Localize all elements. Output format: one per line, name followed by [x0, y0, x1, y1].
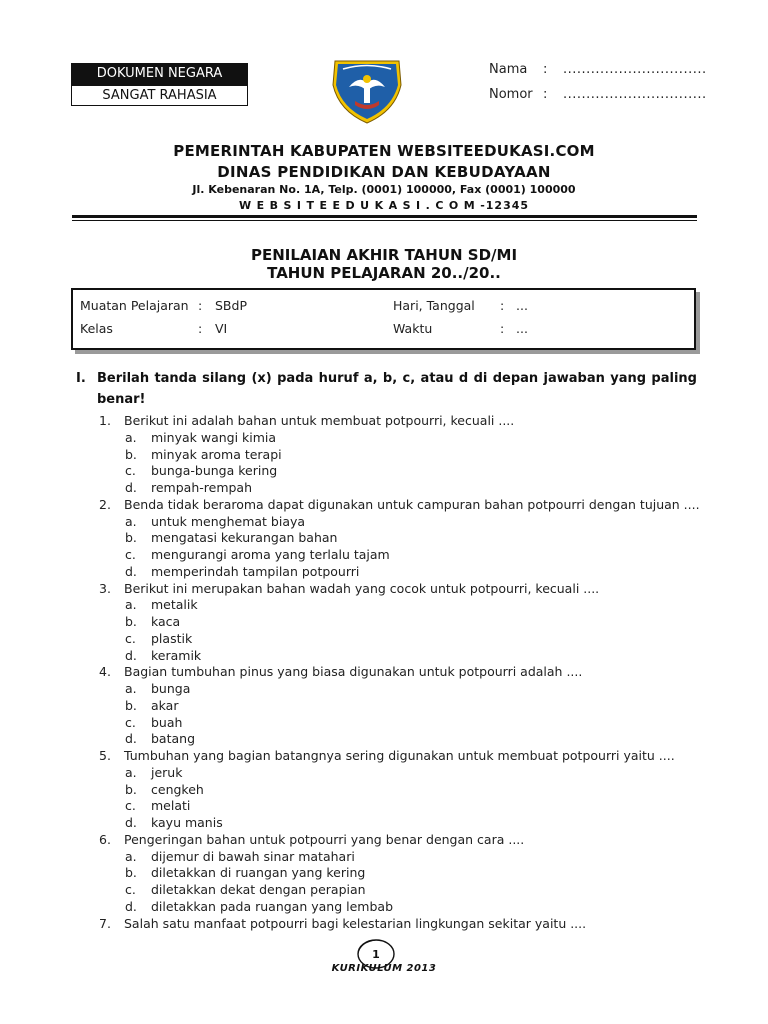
- option-letter: d.: [125, 731, 137, 747]
- number-value: ...............................: [563, 87, 707, 102]
- question-number: 5.: [99, 748, 111, 763]
- option-letter: d.: [125, 647, 137, 663]
- option-text: bunga: [151, 681, 191, 696]
- department-header: DINAS PENDIDIKAN DAN KEBUDAYAAN: [217, 163, 551, 181]
- option-text: kaca: [151, 614, 181, 629]
- exam-info-box: [71, 288, 696, 350]
- question-number: 4.: [99, 664, 111, 680]
- document-class-label: DOKUMEN NEGARA: [71, 63, 248, 85]
- question-text: Berikut ini merupakan bahan wadah yang cocok untuk potpourri, kecuali ....: [124, 580, 600, 596]
- question-number: 2.: [99, 496, 111, 512]
- option-text: diletakkan dekat dengan perapian: [151, 882, 366, 897]
- question-text: Bagian tumbuhan pinus yang biasa digunakan untuk potpourri adalah ....: [124, 664, 583, 680]
- option-text: diletakkan pada ruangan yang lembab: [151, 898, 393, 914]
- website-text: WEBSITEEDUKASI.COM: [238, 199, 481, 212]
- website-line: [0, 199, 768, 212]
- class-colon: :: [198, 321, 203, 336]
- option-letter: a.: [125, 513, 137, 529]
- tut-wuri-handayani-logo-icon: [329, 57, 405, 125]
- option-letter: c.: [125, 547, 136, 562]
- option-text: mengatasi kekurangan bahan: [151, 530, 338, 546]
- option-letter: c.: [125, 463, 136, 479]
- subject-label: Muatan Pelajaran: [80, 298, 189, 313]
- header-rule-thin: [72, 220, 697, 221]
- question-text: Pengeringan bahan untuk potpourri yang benar dengan cara ....: [124, 831, 525, 847]
- confidentiality-label: SANGAT RAHASIA: [71, 85, 248, 106]
- option-letter: d.: [125, 815, 137, 830]
- question-number: 1.: [99, 413, 111, 428]
- time-colon: :: [500, 321, 505, 336]
- name-label: Nama: [489, 62, 528, 77]
- option-text: minyak aroma terapi: [151, 446, 282, 462]
- subject-value: SBdP: [215, 298, 247, 313]
- question-text: Berikut ini adalah bahan untuk membuat potpourri, kecuali ....: [124, 413, 515, 428]
- option-text: rempah-rempah: [151, 480, 253, 495]
- option-text: mengurangi aroma yang terlalu tajam: [151, 547, 390, 562]
- option-text: bunga-bunga kering: [151, 463, 278, 479]
- option-text: plastik: [151, 630, 193, 646]
- question-number: 3.: [99, 580, 111, 596]
- day-date-colon: :: [500, 298, 505, 313]
- option-letter: b.: [125, 530, 137, 546]
- name-value: ...............................: [563, 62, 707, 77]
- option-text: metalik: [151, 597, 198, 613]
- number-label: Nomor: [489, 87, 533, 102]
- option-letter: a.: [125, 429, 137, 445]
- option-letter: c.: [125, 882, 136, 897]
- question-text: Tumbuhan yang bagian batangnya sering digunakan untuk membuat potpourri yaitu ....: [124, 748, 675, 763]
- option-text: keramik: [151, 647, 202, 663]
- option-text: cengkeh: [151, 781, 204, 797]
- option-letter: b.: [125, 781, 137, 797]
- section-instruction: Berilah tanda silang (x) pada huruf a, b, c, atau d di depan jawaban yang paling benar!: [97, 371, 697, 407]
- option-letter: c.: [125, 714, 136, 730]
- option-letter: b.: [125, 865, 137, 881]
- government-header: PEMERINTAH KABUPATEN WEBSITEEDUKASI.COM: [173, 142, 595, 160]
- question-text: Salah satu manfaat potpourri bagi kelestarian lingkungan sekitar yaitu ....: [124, 915, 587, 931]
- option-text: buah: [151, 714, 183, 730]
- option-letter: b.: [125, 697, 137, 713]
- question-text: Benda tidak beraroma dapat digunakan untuk campuran bahan potpourri dengan tujuan ....: [124, 496, 700, 512]
- day-date-label: Hari, Tanggal: [393, 298, 475, 313]
- option-text: kayu manis: [151, 815, 223, 830]
- option-text: batang: [151, 731, 196, 747]
- class-value: VI: [215, 321, 228, 336]
- time-label: Waktu: [393, 321, 433, 336]
- question-number: 7.: [99, 915, 111, 931]
- option-letter: d.: [125, 563, 137, 579]
- question-number: 6.: [99, 831, 111, 847]
- exam-title: PENILAIAN AKHIR TAHUN SD/MI: [250, 246, 518, 264]
- option-letter: d.: [125, 898, 137, 914]
- page-number: 1: [372, 948, 380, 961]
- time-value: ...: [516, 321, 528, 336]
- option-letter: a.: [125, 848, 137, 864]
- option-letter: c.: [125, 798, 136, 814]
- option-text: melati: [151, 798, 191, 814]
- academic-year: TAHUN PELAJARAN 20../20..: [267, 264, 501, 282]
- option-letter: b.: [125, 446, 137, 462]
- option-text: jeruk: [151, 764, 183, 780]
- curriculum-footer: KURIKULUM 2013: [331, 963, 437, 974]
- option-letter: a.: [125, 597, 137, 613]
- option-text: dijemur di bawah sinar matahari: [151, 848, 355, 864]
- number-colon: :: [543, 87, 548, 102]
- name-colon: :: [543, 62, 548, 77]
- option-letter: c.: [125, 630, 136, 646]
- option-letter: b.: [125, 614, 137, 629]
- header-rule-thick: [72, 215, 697, 218]
- student-name-field: [489, 62, 709, 80]
- address-line: Jl. Kebenaran No. 1A, Telp. (0001) 100000, Fax (0001) 100000: [192, 183, 576, 196]
- day-date-value: ...: [516, 298, 528, 313]
- section-number: I.: [76, 371, 86, 386]
- option-letter: a.: [125, 764, 137, 780]
- option-text: memperindah tampilan potpourri: [151, 563, 360, 579]
- option-text: diletakkan di ruangan yang kering: [151, 865, 366, 881]
- student-number-field: [489, 87, 709, 105]
- option-letter: a.: [125, 681, 137, 696]
- subject-colon: :: [198, 298, 203, 313]
- option-letter: d.: [125, 480, 137, 495]
- postal-code: -12345: [480, 199, 530, 212]
- option-text: untuk menghemat biaya: [151, 513, 306, 529]
- option-text: akar: [151, 697, 179, 713]
- class-label: Kelas: [80, 321, 113, 336]
- option-text: minyak wangi kimia: [151, 429, 277, 445]
